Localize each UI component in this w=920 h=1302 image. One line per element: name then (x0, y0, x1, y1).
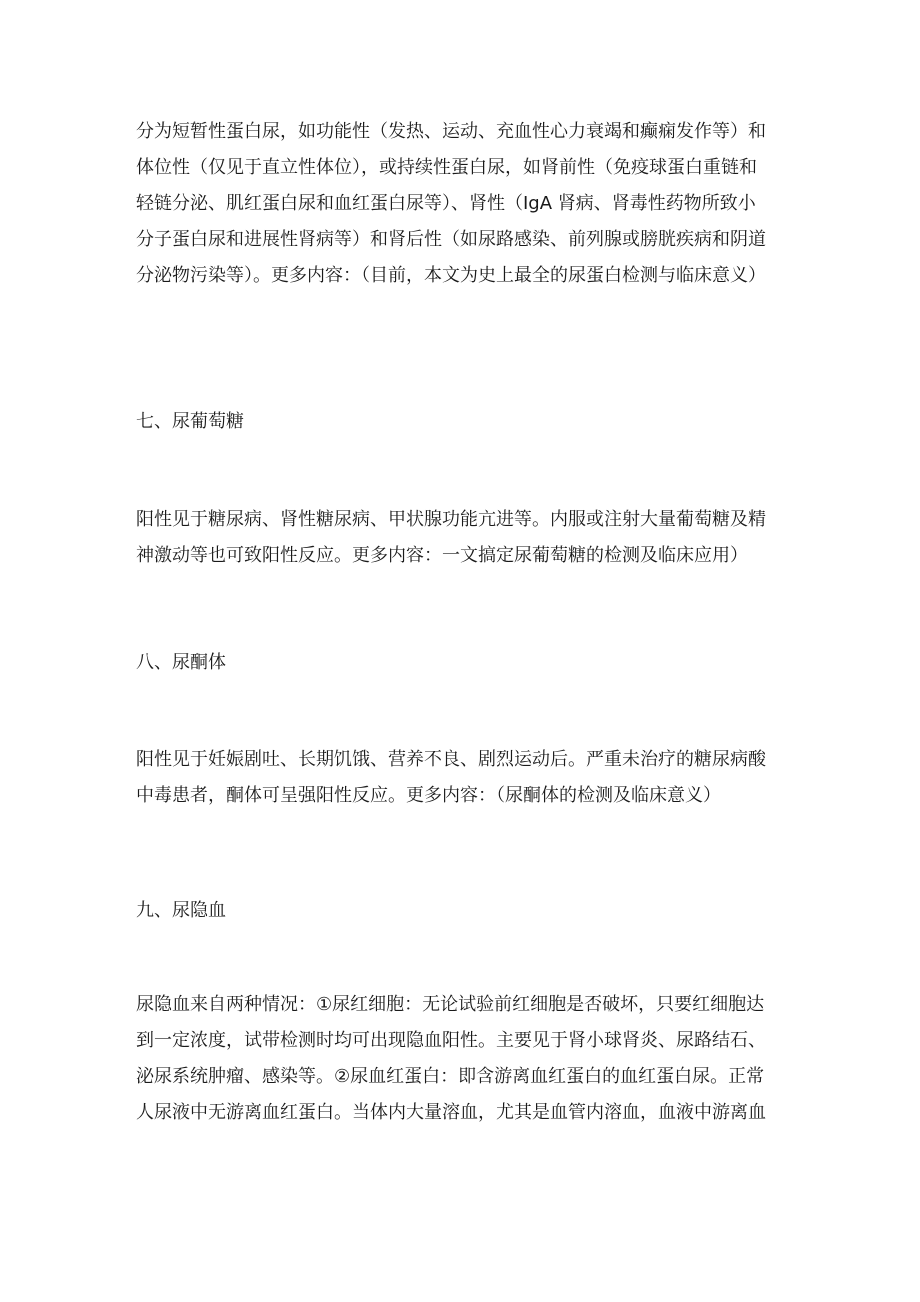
paragraph-urine-glucose (136, 502, 806, 574)
text-line: 人尿液中无游离血红蛋白。当体内大量溶血，尤其是血管内溶血，血液中游离血 (136, 1102, 766, 1123)
text-line: 体位性（仅见于直立性体位），或持续性蛋白尿，如肾前性（免疫球蛋白重链和 (136, 157, 757, 178)
text-line: 尿隐血来自两种情况：①尿红细胞：无论试验前红细胞是否破坏，只要红细胞达 (136, 994, 765, 1015)
text-line: 到一定浓度，试带检测时均可出现隐血阳性。主要见于肾小球肾炎、尿路结石、 (136, 1030, 766, 1051)
paragraph-urine-ketone (136, 742, 806, 814)
text-line: 分子蛋白尿和进展性肾病等）和肾后性（如尿路感染、前列腺或膀胱疾病和阴道 (136, 229, 766, 250)
text-line: 阳性见于糖尿病、肾性糖尿病、甲状腺功能亢进等。内服或注射大量葡萄糖及精 (136, 509, 766, 530)
text-line: 泌尿系统肿瘤、感染等。②尿血红蛋白：即含游离血红蛋白的血红蛋白尿。正常 (136, 1066, 765, 1087)
text-line: 神激动等也可致阳性反应。更多内容：一文搞定尿葡萄糖的检测及临床应用） (136, 545, 748, 566)
text-line: 分为短暂性蛋白尿，如功能性（发热、运动、充血性心力衰竭和癫痫发作等）和 (136, 121, 766, 142)
heading-occult-blood: 九、尿隐血 (136, 900, 226, 921)
text-line: 中毒患者，酮体可呈强阳性反应。更多内容：（尿酮体的检测及临床意义） (136, 785, 721, 806)
text-line: 阳性见于妊娠剧吐、长期饥饿、营养不良、剧烈运动后。严重未治疗的糖尿病酸 (136, 749, 766, 770)
paragraph-proteinuria (136, 114, 806, 294)
paragraph-occult-blood (136, 987, 806, 1131)
text-line: 分泌物污染等）。更多内容：（目前，本文为史上最全的尿蛋白检测与临床意义） (136, 265, 766, 286)
heading-urine-ketone: 八、尿酮体 (136, 652, 226, 673)
text-line: 轻链分泌、肌红蛋白尿和血红蛋白尿等）、肾性（IgA 肾病、肾毒性药物所致小 (136, 193, 756, 214)
heading-urine-glucose: 七、尿葡萄糖 (136, 411, 244, 432)
